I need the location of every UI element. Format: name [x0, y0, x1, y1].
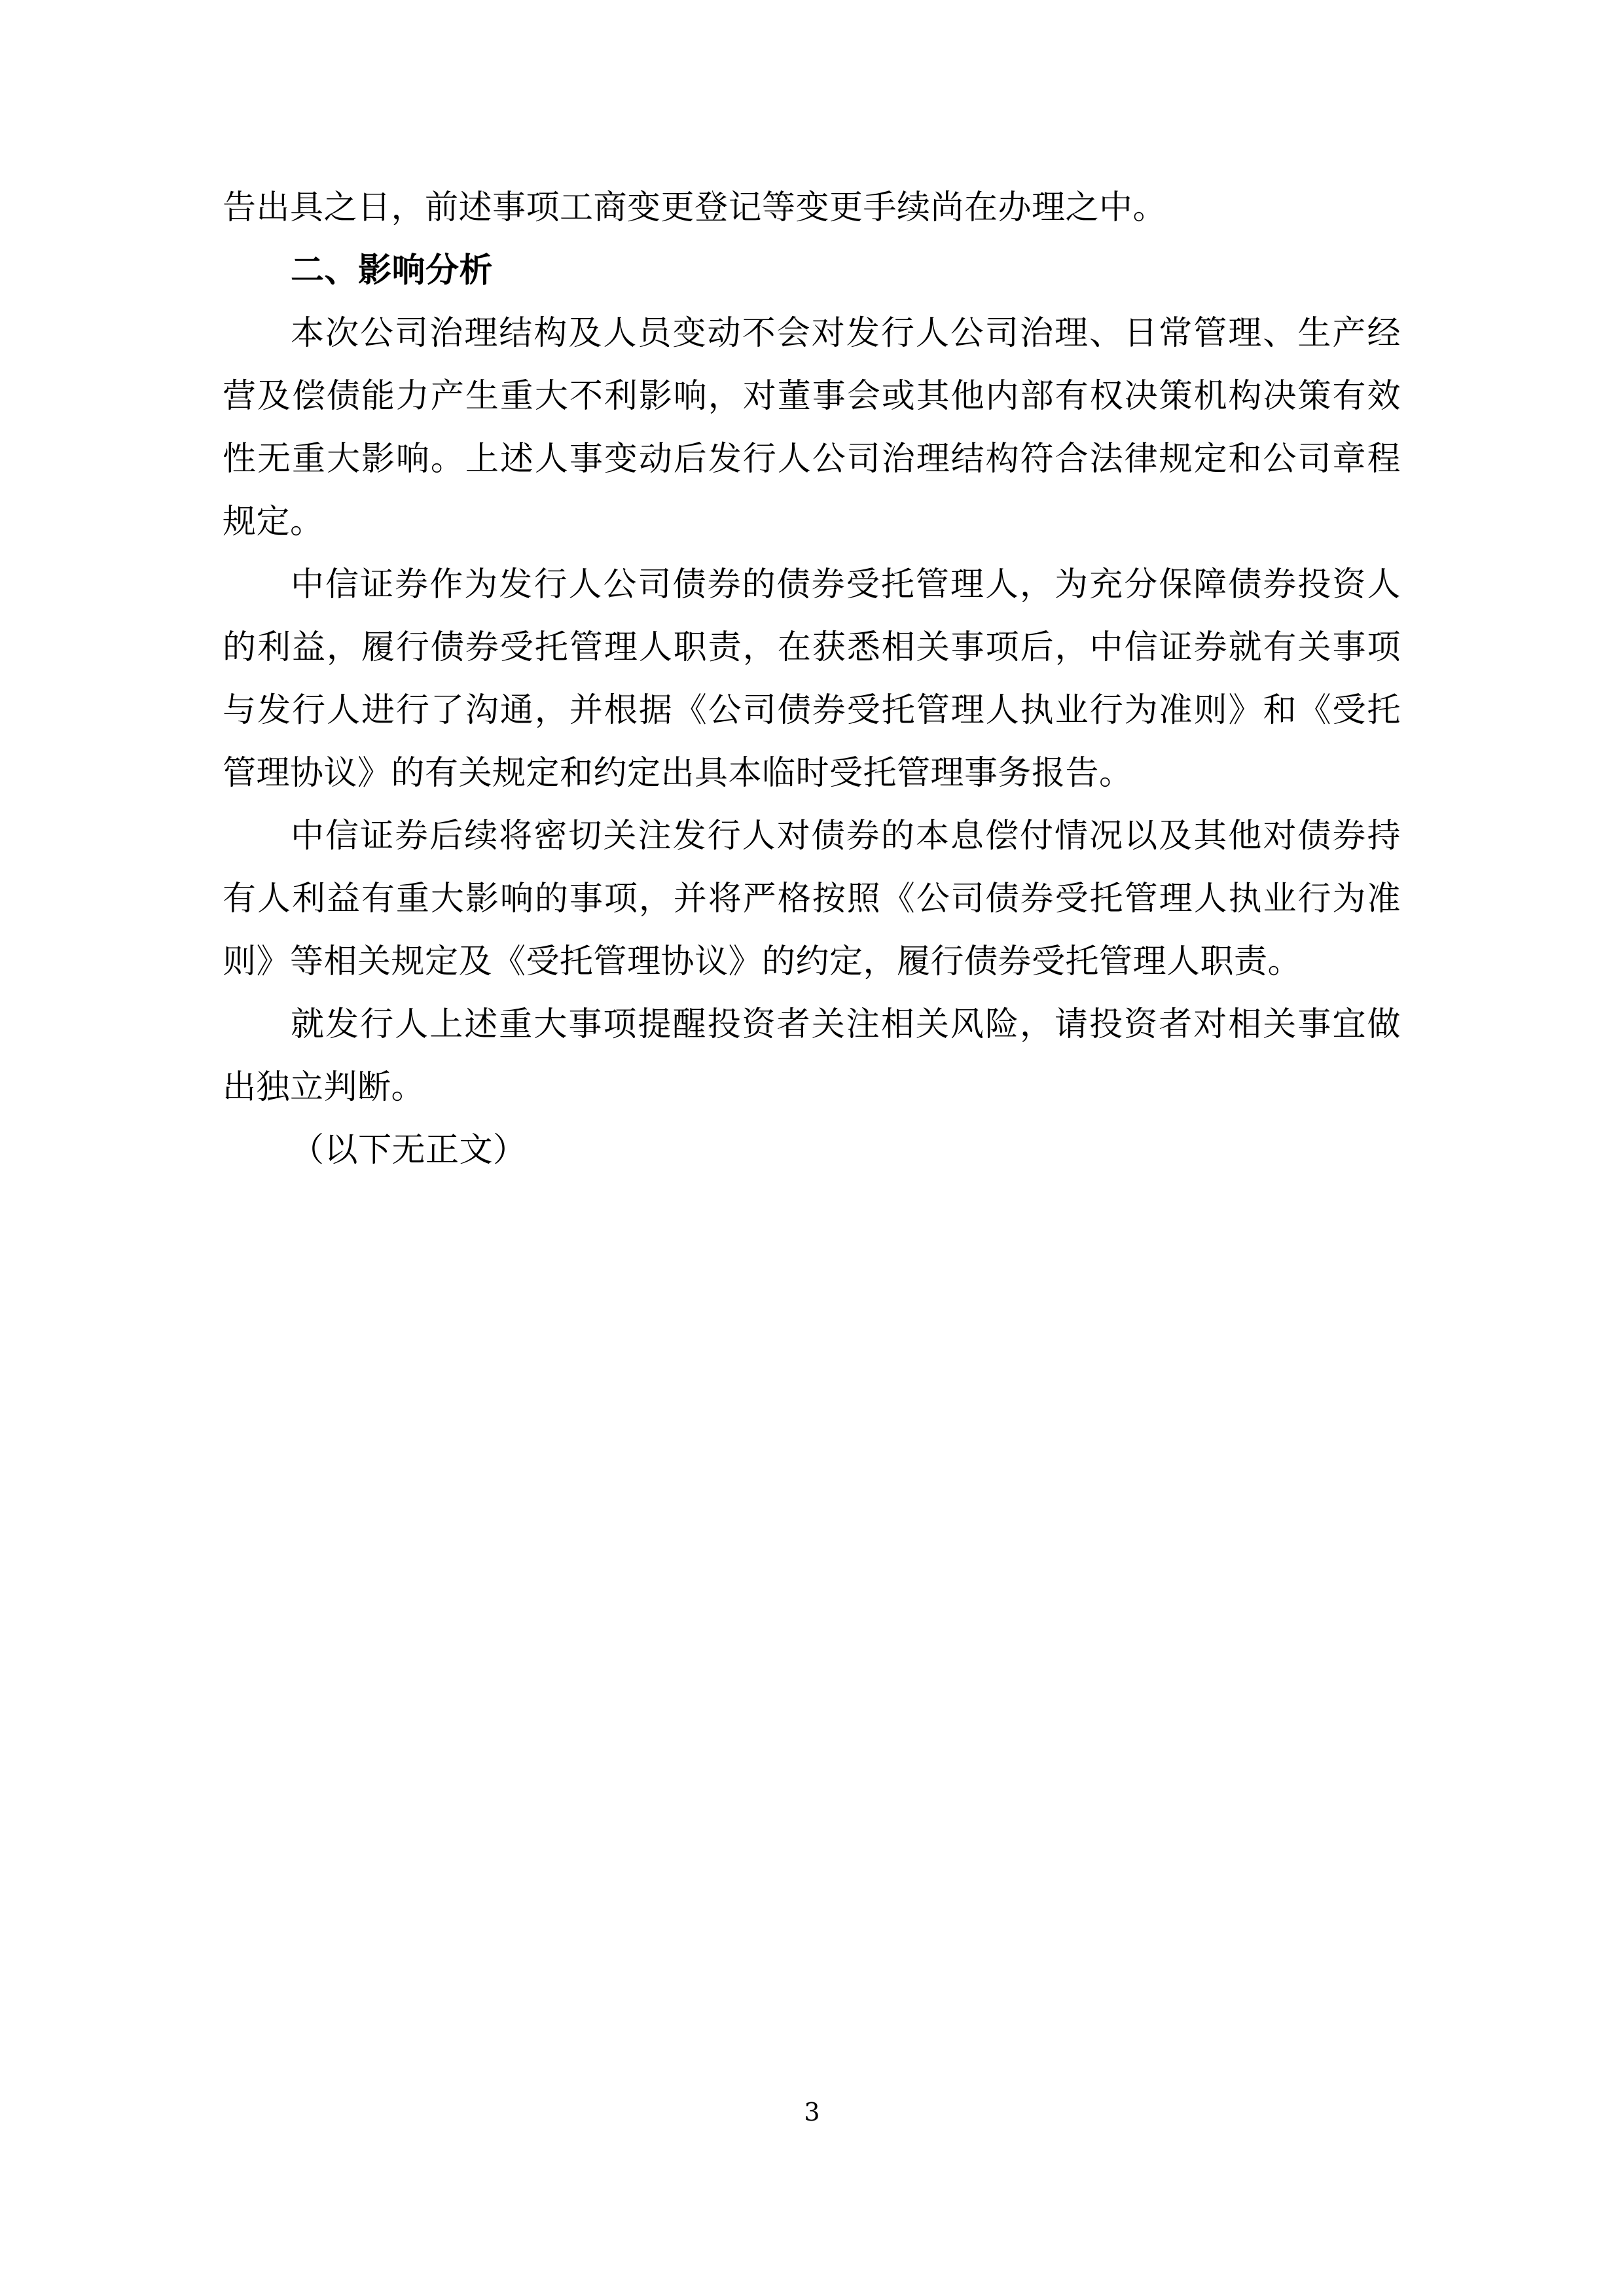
continued-paragraph: 告出具之日，前述事项工商变更登记等变更手续尚在办理之中。: [223, 188, 1167, 227]
page-content: [223, 177, 1401, 1182]
impact-paragraph-2: 中信证券作为发行人公司债券的债券受托管理人，为充分保障债券投资人的利益，履行债券受托管理人职责，在获悉相关事项后，中信证券就有关事项与发行人进行了沟通，并根据《公司债券受托管理人执业行为准则》和《受托管理协议》的有关规定和约定出具本临时受托管理事务报告。: [223, 565, 1401, 793]
impact-paragraph-1: 本次公司治理结构及人员变动不会对发行人公司治理、日常管理、生产经营及偿债能力产生重大不利影响，对董事会或其他内部有权决策机构决策有效性无重大影响。上述人事变动后发行人公司治理结构符合法律规定和公司章程规定。: [223, 314, 1401, 541]
section-heading-impact-analysis: 二、影响分析: [291, 251, 494, 290]
no-body-text-note: （以下无正文）: [291, 1131, 527, 1170]
page-number: 3: [804, 2098, 820, 2126]
impact-paragraph-3: 中信证券后续将密切关注发行人对债券的本息偿付情况以及其他对债券持有人利益有重大影响的事项，并将严格按照《公司债券受托管理人执业行为准则》等相关规定及《受托管理协议》的约定，履行债券受托管理人职责。: [223, 817, 1401, 981]
impact-paragraph-4: 就发行人上述重大事项提醒投资者关注相关风险，请投资者对相关事宜做出独立判断。: [223, 1005, 1401, 1107]
